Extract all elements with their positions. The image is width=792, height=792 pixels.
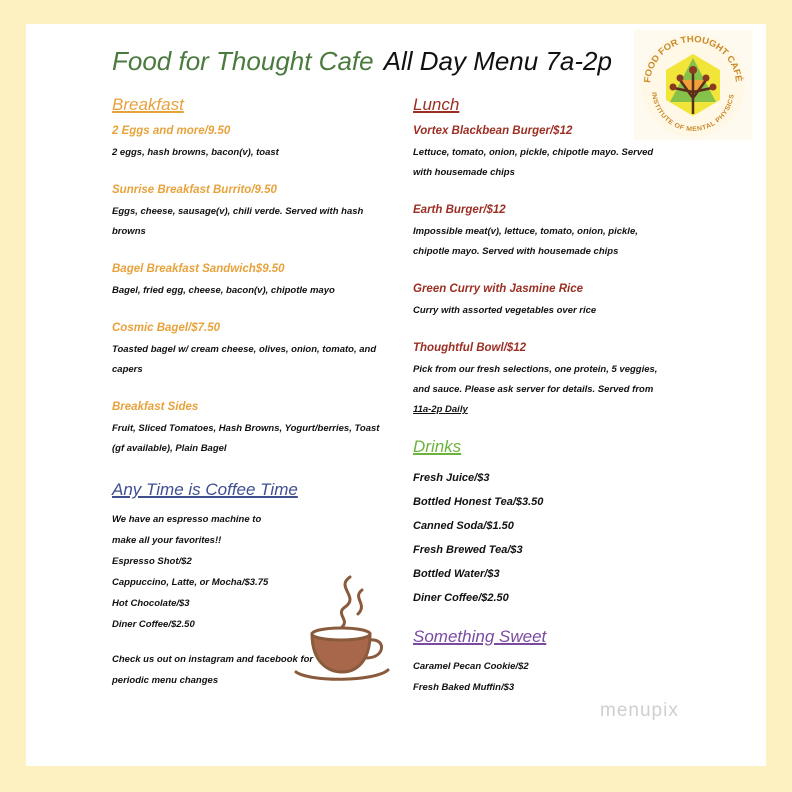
drink-item: Diner Coffee/$2.50 xyxy=(413,592,509,604)
drinks-heading: Drinks xyxy=(413,437,462,456)
coffee-line: Hot Chocolate/$3 xyxy=(112,598,190,609)
item-name: Bagel Breakfast Sandwich$9.50 xyxy=(112,263,285,275)
item-name: Breakfast Sides xyxy=(112,401,199,413)
coffee-list xyxy=(112,509,284,635)
item-desc: Bagel, fried egg, cheese, bacon(v), chipotle mayo xyxy=(112,285,335,296)
svg-text:INSTITUTE OF MENTAL PHYSICS: INSTITUTE OF MENTAL PHYSICS xyxy=(650,91,736,134)
item-desc: Lettuce, tomato, onion, pickle, chipotle mayo. Served with housemade chips xyxy=(413,147,654,178)
sweet-item: Fresh Baked Muffin/$3 xyxy=(413,682,515,693)
social-note: Check us out on instagram and facebook for periodic menu changes xyxy=(112,654,314,686)
item-desc: Toasted bagel w/ cream cheese, olives, onion, tomato, and capers xyxy=(112,344,377,375)
right-column xyxy=(413,94,673,698)
breakfast-list xyxy=(112,124,382,459)
coffee-line: Diner Coffee/$2.50 xyxy=(112,619,195,630)
menu-item xyxy=(112,400,382,459)
menu-item xyxy=(413,341,673,420)
item-name: Green Curry with Jasmine Rice xyxy=(413,283,584,295)
item-note: 11a-2p Daily xyxy=(413,404,468,415)
drinks-list xyxy=(413,466,673,610)
cafe-name: Food for Thought Cafe xyxy=(112,46,374,76)
item-desc: Fruit, Sliced Tomatoes, Hash Browns, Yogurt/berries, Toast (gf available), Plain Bagel xyxy=(112,423,380,454)
item-name: 2 Eggs and more/9.50 xyxy=(112,125,231,137)
item-desc: Pick from our fresh selections, one protein, 5 veggies, and sauce. Please ask server for details. Served from xyxy=(413,364,658,395)
watermark: menupix xyxy=(600,700,679,721)
item-desc: 2 eggs, hash browns, bacon(v), toast xyxy=(112,147,279,158)
menu-item xyxy=(112,262,382,301)
menu-item xyxy=(413,203,673,262)
item-name: Earth Burger/$12 xyxy=(413,204,506,216)
menu-item xyxy=(112,321,382,380)
menu-item xyxy=(112,183,382,242)
drink-item: Bottled Honest Tea/$3.50 xyxy=(413,496,544,508)
sweet-heading: Something Sweet xyxy=(413,627,547,646)
item-name: Thoughtful Bowl/$12 xyxy=(413,342,527,354)
coffee-intro: We have an espresso machine to make all your favorites!! xyxy=(112,514,262,546)
drink-item: Canned Soda/$1.50 xyxy=(413,520,514,532)
breakfast-heading: Breakfast xyxy=(112,95,184,114)
left-column xyxy=(112,94,382,691)
menu-title xyxy=(112,46,612,77)
sweet-item: Caramel Pecan Cookie/$2 xyxy=(413,661,529,672)
drink-item: Bottled Water/$3 xyxy=(413,568,500,580)
item-name: Vortex Blackbean Burger/$12 xyxy=(413,125,573,137)
menu-item xyxy=(413,282,673,321)
coffee-line: Cappuccino, Latte, or Mocha/$3.75 xyxy=(112,577,269,588)
item-name: Sunrise Breakfast Burrito/9.50 xyxy=(112,184,277,196)
item-desc: Eggs, cheese, sausage(v), chili verde. Served with hash browns xyxy=(112,206,364,237)
coffee-heading: Any Time is Coffee Time xyxy=(112,480,298,499)
sweet-list xyxy=(413,656,583,698)
item-desc: Impossible meat(v), lettuce, tomato, onion, pickle, chipotle mayo. Served with housemade chips xyxy=(413,226,638,257)
svg-text:FOOD FOR THOUGHT CAFÉ: FOOD FOR THOUGHT CAFÉ xyxy=(641,33,744,84)
menu-hours-title: All Day Menu 7a-2p xyxy=(383,46,612,76)
drink-item: Fresh Brewed Tea/$3 xyxy=(413,544,523,556)
coffee-line: Espresso Shot/$2 xyxy=(112,556,192,567)
drink-item: Fresh Juice/$3 xyxy=(413,472,490,484)
lunch-list xyxy=(413,124,673,420)
menu-item xyxy=(413,124,673,183)
item-name: Cosmic Bagel/$7.50 xyxy=(112,322,221,334)
lunch-heading: Lunch xyxy=(413,95,460,114)
menu-item xyxy=(112,124,382,163)
item-desc: Curry with assorted vegetables over rice xyxy=(413,305,597,316)
